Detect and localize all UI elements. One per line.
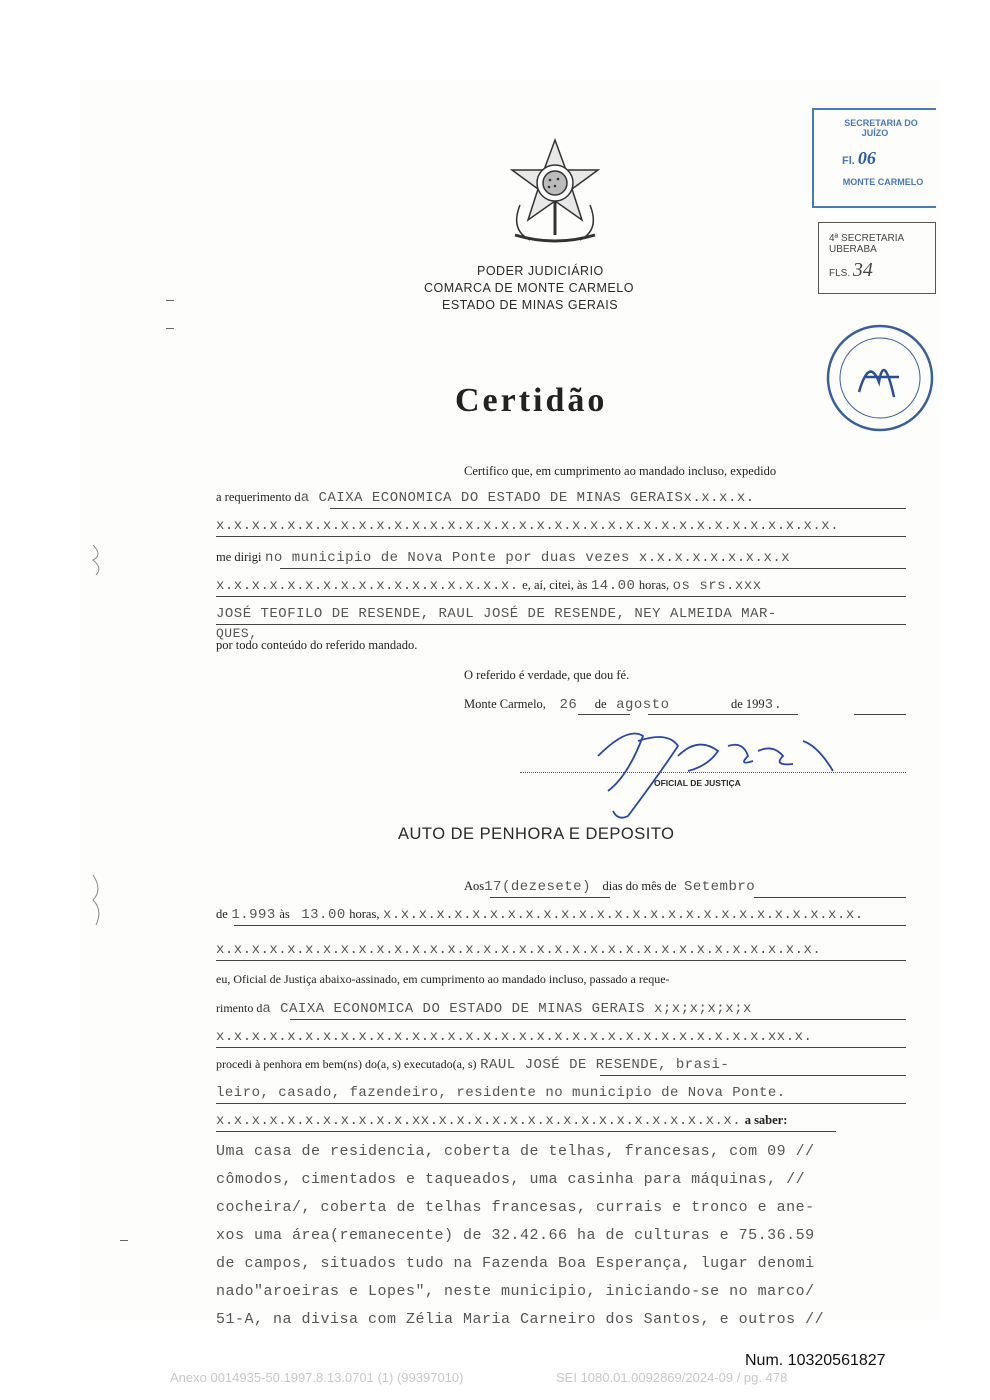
margin-mark	[166, 328, 174, 329]
margin-mark	[166, 300, 174, 301]
auto-body-7: 51-A, na divisa com Zélia Maria Carneiro dos Santos, e outros //	[216, 1311, 825, 1328]
margin-bracket-icon	[88, 870, 118, 930]
coat-of-arms-icon	[500, 135, 610, 250]
auto-body-1: Uma casa de residencia, coberta de telhas, francesas, com 09 //	[216, 1143, 815, 1160]
auto-line-8: leiro, casado, fazendeiro, residente no municipio de Nova Ponte.	[216, 1085, 786, 1101]
auto-line-6: x.x.x.x.x.x.x.x.x.x.x.x.x.x.x.x.x.x.x.x.x.x.x.x.x.x.x.x.x.x.x.xx.x.	[216, 1029, 813, 1045]
certidao-line-7b: por todo conteúdo do referido mandado.	[216, 638, 418, 652]
certidao-line-1: Certifico que, em cumprimento ao mandado incluso, expedido	[464, 464, 777, 478]
certidao-date-line: Monte Carmelo, 26 de agosto de 1993.	[464, 697, 783, 713]
certidao-line-6: JOSÉ TEOFILO DE RESENDE, RAUL JOSÉ DE RESENDE, NEY ALMEIDA MAR-	[216, 606, 777, 622]
margin-mark	[120, 1240, 128, 1241]
oficial-label: OFICIAL DE JUSTIÇA	[654, 778, 741, 788]
certidao-line-3: x.x.x.x.x.x.x.x.x.x.x.x.x.x.x.x.x.x.x.x.x.x.x.x.x.x.x.x.x.x.x.x.x.x.x.	[216, 518, 840, 534]
margin-bracket-icon	[88, 540, 118, 580]
auto-body-2: cômodos, cimentados e taqueados, uma casinha para máquinas, //	[216, 1171, 806, 1188]
vara-stamp: 4ª SECRETARIA UBERABA FLS. 34	[818, 222, 936, 294]
round-seal-icon	[824, 322, 936, 434]
certidao-title: Certidão	[455, 382, 608, 419]
auto-line-4: eu, Oficial de Justiça abaixo-assinado, em cumprimento ao mandado incluso, passado a reque-	[216, 972, 670, 986]
auto-line-3: x.x.x.x.x.x.x.x.x.x.x.x.x.x.x.x.x.x.x.x.x.x.x.x.x.x.x.x.x.x.x.x.x.x.	[216, 942, 822, 958]
auto-body-5: de campos, situados tudo na Fazenda Boa Esperança, lugar denomi	[216, 1255, 815, 1272]
footer-sei: SEI 1080.01.0092869/2024-09 / pg. 478	[556, 1370, 788, 1385]
signature-icon	[548, 716, 868, 826]
header-line-3: ESTADO DE MINAS GERAIS	[442, 298, 619, 312]
footer-num: Num. 10320561827	[745, 1352, 886, 1369]
secretaria-stamp: SECRETARIA DO JUÍZO Fl. 06 MONTE CARMELO	[812, 108, 936, 208]
header-line-2: COMARCA DE MONTE CARMELO	[424, 281, 634, 295]
certidao-line-7a: QUES,	[216, 626, 258, 641]
auto-body-4: xos uma área(remanecente) de 32.42.66 ha de culturas e 75.36.59	[216, 1227, 815, 1244]
certidao-line-8: O referido é verdade, que dou fé.	[464, 668, 630, 682]
auto-body-6: nado"aroeiras e Lopes", neste municipio, iniciando-se no marco/	[216, 1283, 815, 1300]
footer-anexo: Anexo 0014935-50.1997.8.13.0701 (1) (99397010)	[170, 1370, 464, 1385]
header-line-1: PODER JUDICIÁRIO	[477, 264, 604, 278]
auto-title: AUTO DE PENHORA E DEPOSITO	[398, 825, 675, 843]
auto-body-3: cocheira/, coberta de telhas francesas, currais e tronco e ane-	[216, 1199, 815, 1216]
